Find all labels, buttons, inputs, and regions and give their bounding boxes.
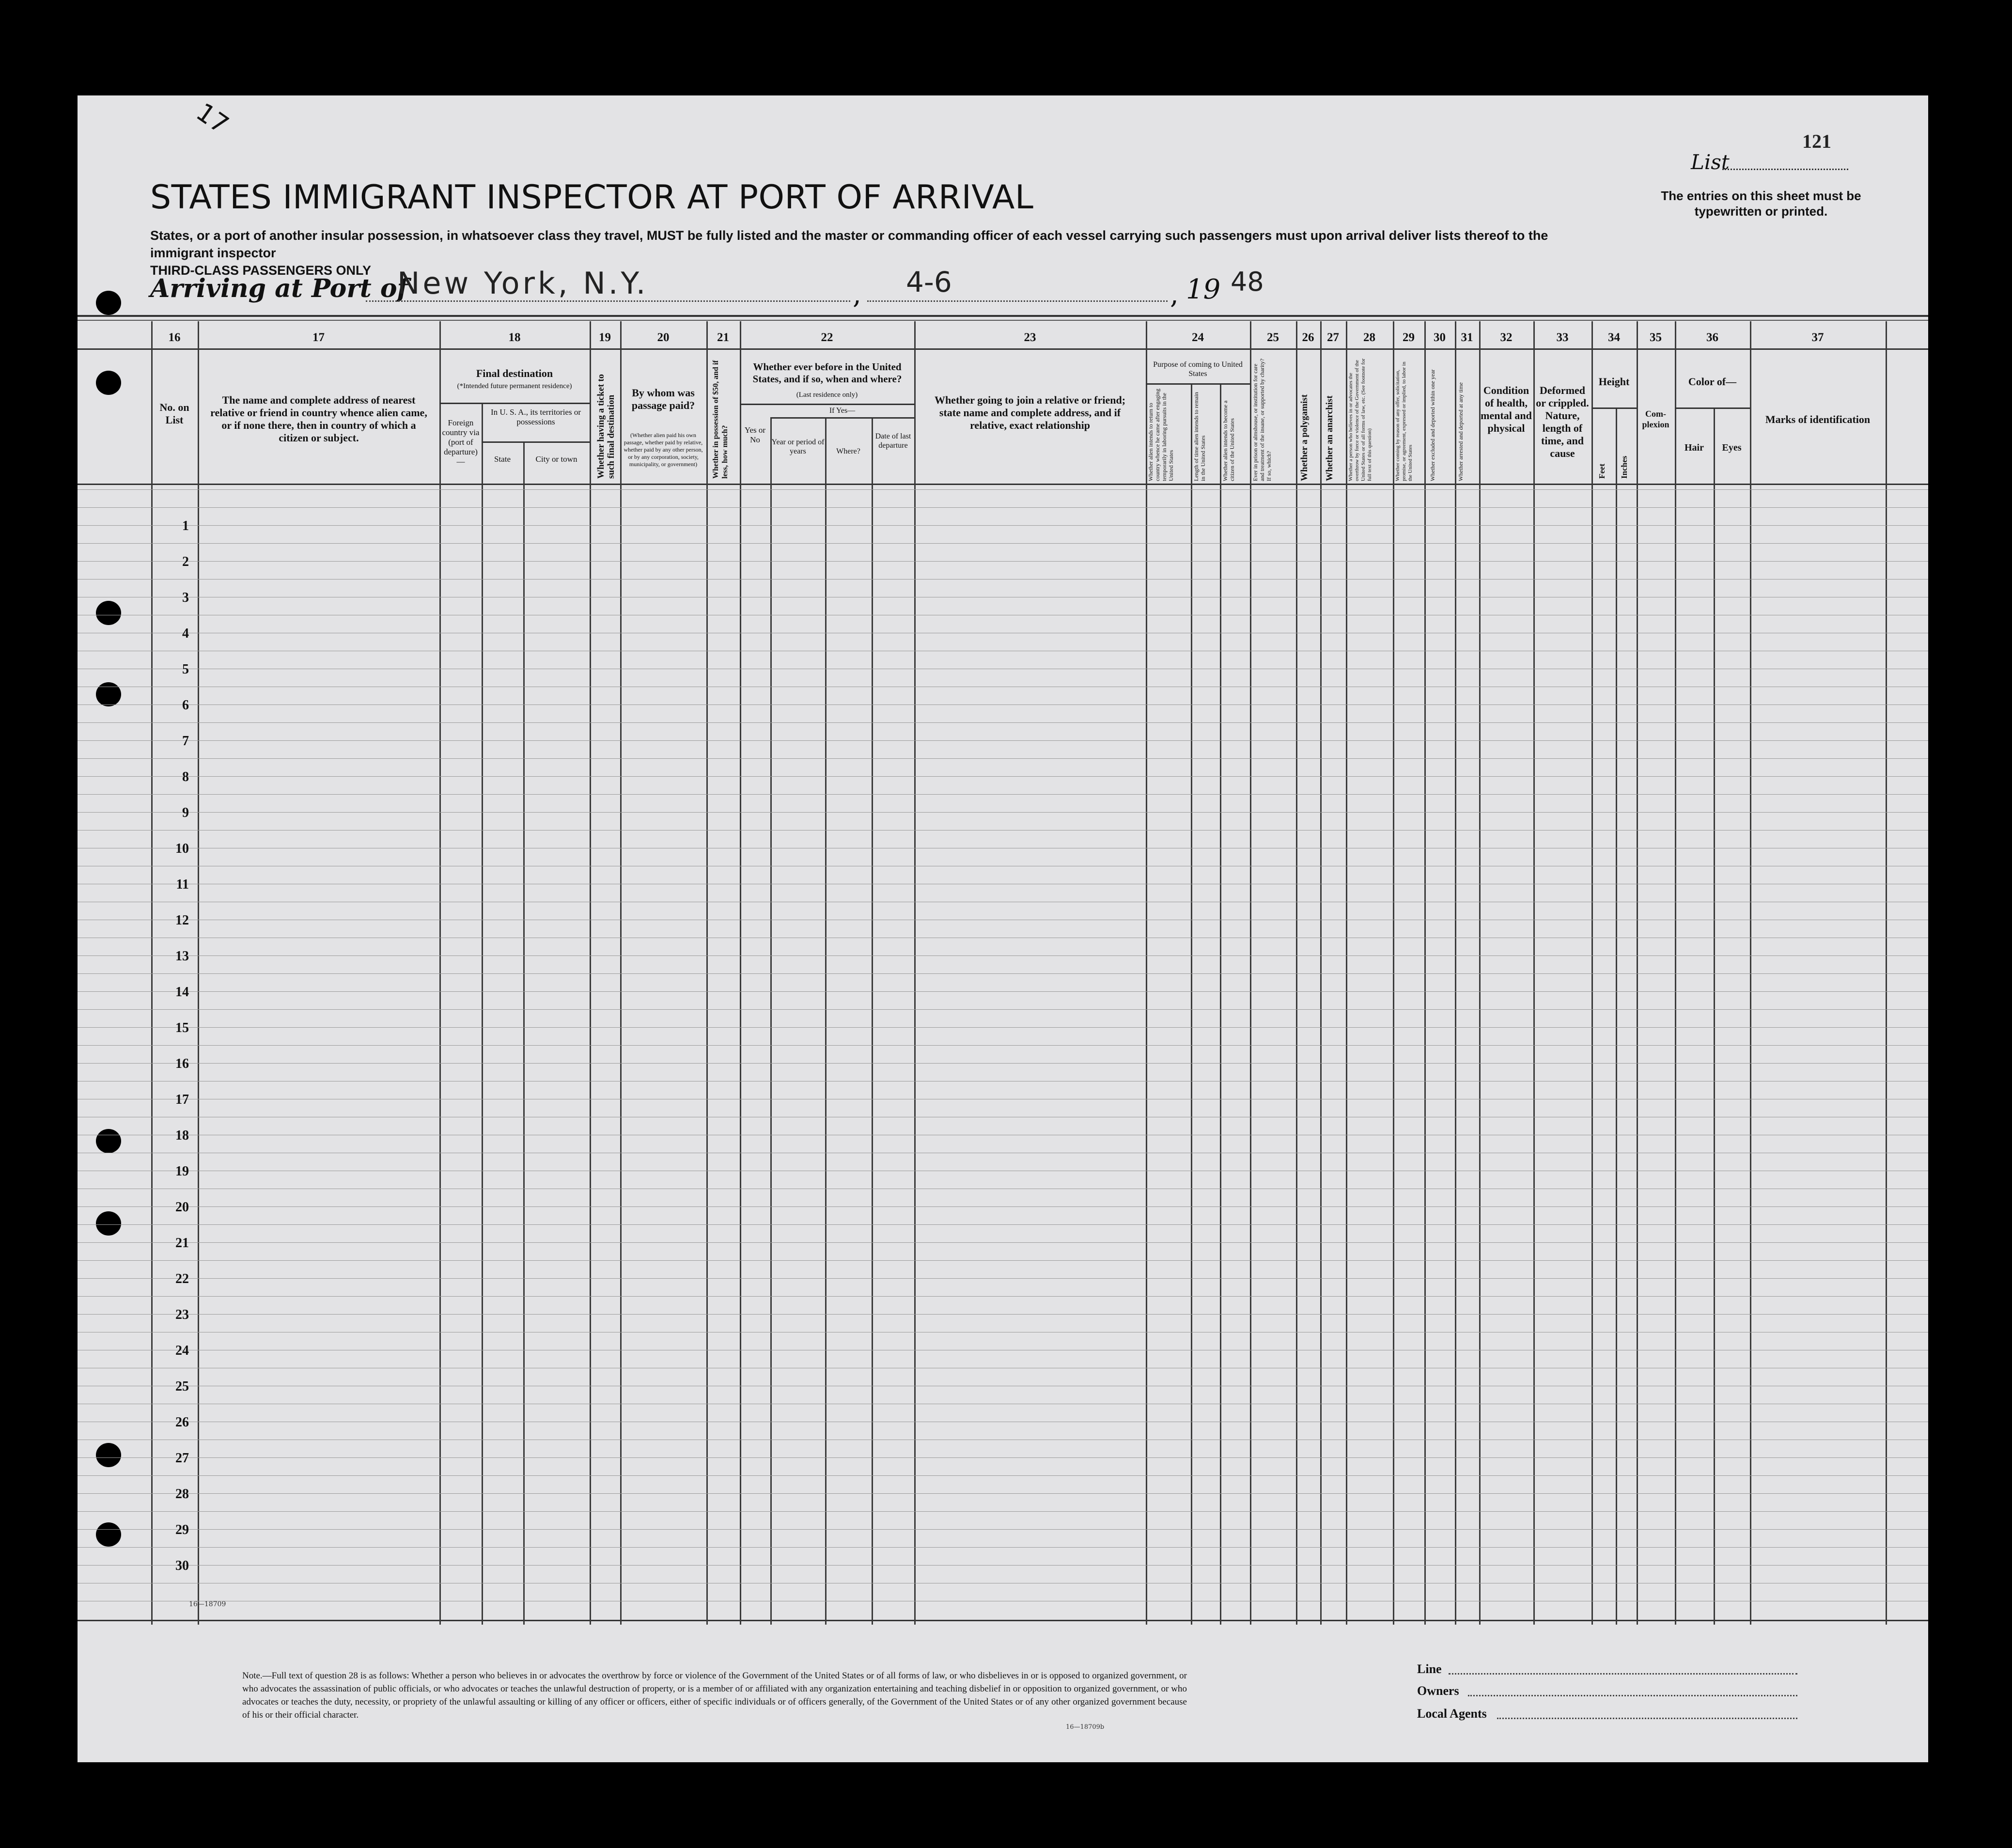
ruled-line [78,561,1928,562]
col24-title: Purpose of coming to United States [1153,360,1243,378]
ruled-line [78,776,1928,777]
col24-return: Whether alien intends to return to country whence he came after engaging temporarily in laboring pursuits in the United States [1147,389,1174,481]
column-number: 24 [1192,331,1204,344]
column-line [706,321,708,1625]
row-number: 15 [175,1020,189,1035]
ruled-line [78,1296,1928,1297]
col24-length: Length of time alien intends to remain in the United States [1193,392,1206,481]
ruled-line [78,1027,1928,1028]
column-number: 35 [1650,331,1662,344]
column-line [1146,321,1147,1625]
col26-header: Whether a polygamist [1299,394,1310,481]
ruled-line [78,1242,1928,1243]
col34-feet: Feet [1597,463,1606,479]
ruled-line [78,1224,1928,1225]
column-line [1393,321,1394,1625]
column-line [482,404,483,1625]
row-number: 17 [175,1092,189,1107]
row-number: 13 [175,949,189,964]
typewritten-instruction: The entries on this sheet must be typewritten or printed. [1661,188,1861,219]
col18-foreign: Foreign country via (port of departure)— [442,418,480,466]
ruled-line [78,507,1928,508]
ruled-line [78,758,1928,759]
col36-hair: Hair [1684,442,1704,453]
ruled-line [78,525,1928,526]
col33-header: Deformed or crippled. Nature, length of time, and cause [1536,384,1589,459]
ruled-line [78,973,1928,974]
owners-field [1468,1695,1797,1696]
col16-header: No. on List [159,401,189,426]
ruled-line [78,1206,1928,1207]
column-number: 37 [1811,331,1824,344]
subheader-rule [1675,407,1750,409]
header-rule [78,315,1928,317]
ruled-line [78,1260,1928,1261]
list-label: List [1691,150,1730,174]
row-number: 27 [175,1451,189,1466]
row-number: 4 [182,626,189,641]
handwritten-corner-mark: 17 [190,97,234,140]
col18-state: State [494,454,511,464]
col17-header: The name and complete address of nearest relative or friend in country whence alien came, or if none there, then in country of which a citizen or subject. [210,394,427,444]
column-number: 19 [599,331,611,344]
subheader-rule [740,404,914,405]
column-number: 18 [508,331,521,344]
column-line [1714,408,1715,1625]
column-line [1191,384,1192,1625]
col19-header: Whether having a ticket to such final destination [596,374,616,479]
list-number-line [1722,169,1848,170]
year-prefix: 19 [1186,274,1221,305]
col35-header: Com-plexion [1642,409,1669,429]
column-line [1637,321,1638,1625]
subheader-rule [1591,407,1637,409]
column-number: 20 [657,331,670,344]
subheader-rule [1146,383,1250,385]
row-number: 29 [175,1522,189,1537]
column-number: 17 [312,331,325,344]
row-number: 9 [182,805,189,820]
column-number: 36 [1706,331,1718,344]
year-suffix: 48 [1231,266,1264,297]
col34-title: Height [1598,376,1630,388]
column-line [914,321,916,1625]
column-line [1886,321,1887,1625]
row-number: 19 [175,1164,189,1179]
port-label: Arriving at Port of [150,274,408,303]
col22-years: Year or period of years [771,438,825,455]
ruled-line [78,489,1928,490]
row-number: 22 [175,1271,189,1286]
table-bottom-rule [78,1620,1928,1621]
column-line [620,321,622,1625]
column-line [1479,321,1481,1625]
column-number: 32 [1500,331,1513,344]
col37-header: Marks of identification [1765,413,1871,425]
column-line [740,321,741,1625]
column-number: 28 [1363,331,1375,344]
col36-title: Color of— [1688,376,1737,388]
row-number: 21 [175,1236,189,1251]
row-number: 2 [182,554,189,569]
ruled-line [78,1493,1928,1494]
ruled-line [78,1511,1928,1512]
intro-line-1: States, or a port of another insular possession, in whatsoever class they travel, MUST be fully listed and the master or commanding officer of each vessel carrying such passengers must upon arrival deliver lists thereof to the immigrant inspector [150,228,1548,260]
ruled-line [78,812,1928,813]
manifest-table [78,321,1928,1625]
col18-note: (*Intended future permanent residence) [457,382,572,390]
row-number: 11 [176,877,189,892]
col22-note: (Last residence only) [796,391,858,399]
col22-yesno: Yes or No [744,425,766,444]
column-line [1250,321,1251,1625]
ruled-line [78,991,1928,992]
row-number: 8 [182,769,189,784]
col23-header: Whether going to join a relative or friend; state name and complete address, and if relative, exact relationship [934,394,1126,431]
ruled-line [78,1045,1928,1046]
ruled-line [78,1547,1928,1548]
column-number: 29 [1403,331,1415,344]
col22-where: Where? [836,447,860,455]
column-line [872,418,873,1625]
intro-line-2: THIRD-CLASS PASSENGERS ONLY [150,263,372,278]
col22-ifyes: If Yes— [829,407,856,415]
ruled-line [78,722,1928,723]
row-number: 12 [175,913,189,928]
col29-header: Whether coming by reason of any offer, solicitation, promise, or agreement, expressed or implied, to labor in the United States [1395,361,1413,481]
row-number: 30 [175,1558,189,1573]
column-number: 21 [717,331,729,344]
row-number: 23 [175,1307,189,1322]
row-number: 18 [175,1128,189,1143]
row-number: 5 [182,662,189,677]
column-line [1533,321,1535,1625]
local-agents-field [1497,1718,1797,1719]
header-bottom-rule [78,484,1928,485]
column-line [1320,321,1322,1625]
col20-title: By whom was passage paid? [631,387,695,411]
line-label: Line [1417,1662,1442,1676]
col20-note: (Whether alien paid his own passage, whether paid by relative, whether paid by any other person, or by any corporation, society, municipality, or government) [624,432,703,468]
owners-label: Owners [1417,1684,1459,1698]
header-rule-thin [78,320,1928,321]
col21-header: Whether in possession of $50, and if less, how much? [712,360,729,479]
date-value: 4-6 [906,266,952,298]
column-number: 34 [1608,331,1620,344]
col34-inches: Inches [1620,455,1629,479]
ruled-line [78,1009,1928,1010]
column-line [1455,321,1456,1625]
ruled-line [78,740,1928,741]
row-number: 10 [175,841,189,856]
column-number: 26 [1302,331,1314,344]
row-number: 16 [175,1056,189,1071]
separator-comma: , [1170,279,1179,310]
col25-header: Ever in prison or almshouse, or institution for care and treatment of the insane, or supported by charity? If so, which? [1252,359,1272,481]
page-title: STATES IMMIGRANT INSPECTOR AT PORT OF ARRIVAL [150,178,1034,217]
row-number: 25 [175,1379,189,1394]
col18-city: City or town [535,454,577,464]
col18-title: Final destination [476,367,553,379]
intro-text [150,227,1604,279]
separator-comma: , [853,279,861,310]
column-line [198,321,199,1625]
column-line [439,321,441,1625]
col22-title: Whether ever before in the United States, and if so, when and where? [752,361,902,385]
list-number: 121 [1802,130,1831,152]
footnote-code: 16—18709b [1066,1723,1105,1731]
ruled-line [78,955,1928,956]
port-value: New York, N.Y. [397,266,649,301]
ruled-line [78,1457,1928,1458]
column-number: 16 [168,331,181,344]
column-number: 31 [1461,331,1473,344]
row-number: 24 [175,1343,189,1358]
subheader-rule [439,403,590,404]
column-number: 22 [821,331,833,344]
ruled-line [78,794,1928,795]
column-line [1675,321,1676,1625]
col32-header: Condition of health, mental and physical [1481,384,1532,434]
column-number: 23 [1024,331,1036,344]
column-line [1220,384,1221,1625]
column-line [1296,321,1297,1625]
ruled-line [78,1063,1928,1064]
row-number: 28 [175,1487,189,1502]
column-line [1424,321,1426,1625]
row-number: 3 [182,590,189,605]
row-number: 26 [175,1415,189,1430]
subheader-rule [770,417,914,419]
punch-hole [96,291,121,315]
column-line [825,418,827,1625]
col30-header: Whether excluded and deported within one year [1429,369,1436,481]
col18-usa: In U. S. A., its territories or possessions [490,407,581,426]
col22-date: Date of last departure [875,432,911,450]
col24-citizen: Whether alien intends to become a citizen of the United States [1222,400,1235,481]
column-line [590,321,591,1625]
date-line [867,300,1168,302]
column-line [1346,321,1347,1625]
column-number: 27 [1327,331,1339,344]
footnote: Note.—Full text of question 28 is as follows: Whether a person who believes in or advocates the overthrow by force or violence of the Government of the United States or of all forms of law, or who disbelieves in or is opposed to organized government, or who advocates the assassination of public officials, or who advocates or teaches the unlawful destruction of property, or is a member of or affiliated with any organization entertaining and teaching disbelief in or opposition to organized government, or who advocates or teaches the duty, necessity, or propriety of the unlawful assaulting or killing of any officer or officers, either of specific individuals or of officers generally, of the Government of the United States or of any other organized government because of his or their official character. [242,1671,1187,1720]
row-number: 14 [175,985,189,1000]
ruled-line [78,1314,1928,1315]
col36-eyes: Eyes [1722,442,1742,453]
ruled-line [78,1565,1928,1566]
column-number: 25 [1267,331,1279,344]
subheader-rule [482,441,590,443]
ruled-line [78,543,1928,544]
col28-header: Whether a person who believes in or advocates the overthrow by force or violence of the Government of the United States or of all forms of law, etc. (See footnote for full text of this question) [1348,358,1373,481]
col27-header: Whether an anarchist [1325,395,1335,481]
row-number: 6 [182,698,189,713]
ruled-line [78,1278,1928,1279]
column-number: 30 [1434,331,1446,344]
ruled-line [78,1475,1928,1476]
local-agents-label: Local Agents [1417,1707,1487,1721]
column-number-rule [78,348,1928,350]
column-line [770,418,772,1625]
port-line [366,300,850,302]
column-line [1616,408,1617,1625]
column-number: 33 [1556,331,1569,344]
row-number: 1 [182,518,189,533]
row-number: 7 [182,734,189,749]
column-line [523,442,525,1625]
column-line [1750,321,1751,1625]
ruled-line [78,1529,1928,1530]
form-code: 16—18709 [189,1600,226,1608]
row-number: 20 [175,1200,189,1215]
col31-header: Whether arrested and deported at any time [1457,382,1464,481]
line-field [1449,1673,1797,1675]
column-line [1591,321,1593,1625]
